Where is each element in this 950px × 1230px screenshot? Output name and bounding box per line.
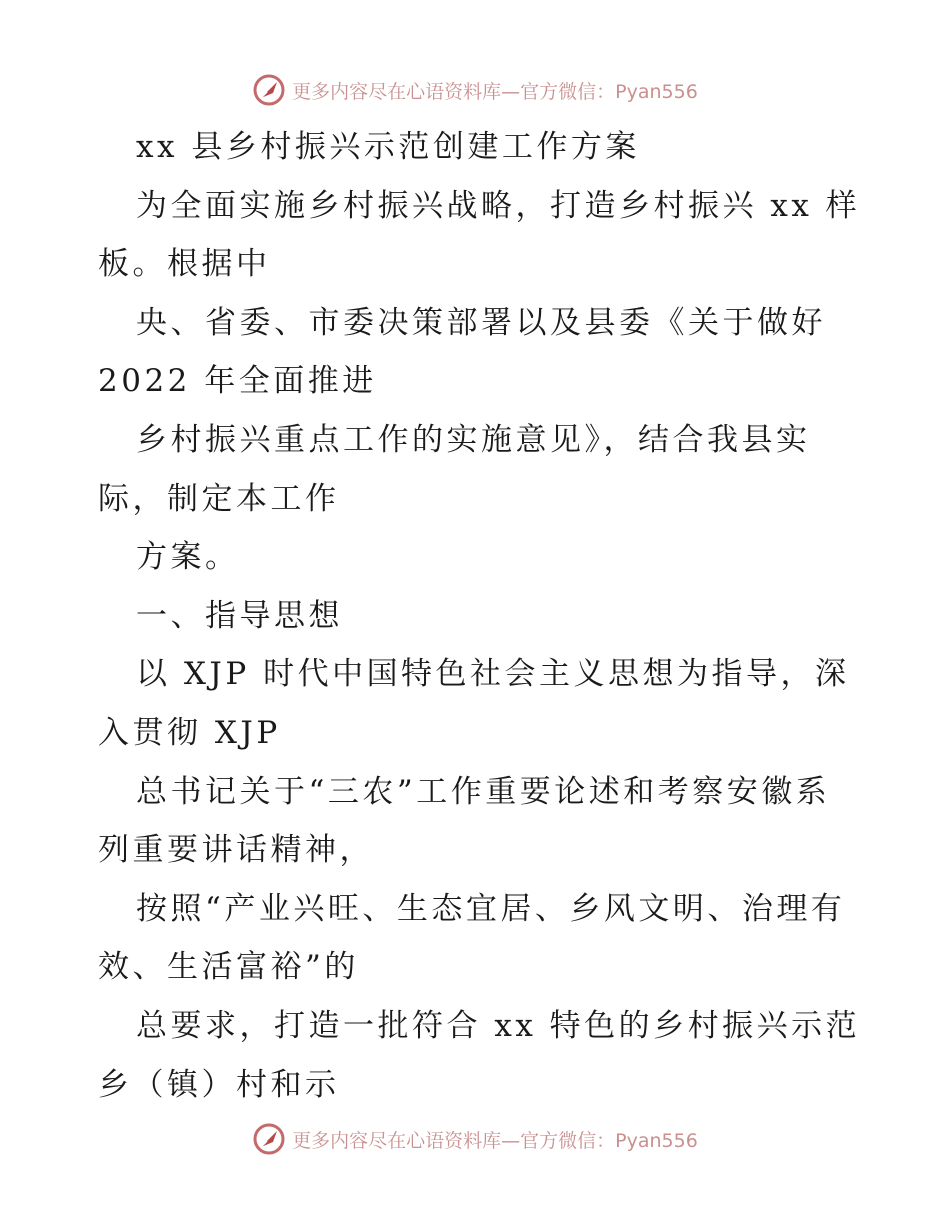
text-line: 乡（镇）村和示 — [98, 1066, 340, 1103]
quill-logo-icon — [252, 1122, 286, 1156]
text-line: 总书记关于“三农”工作重要论述和考察安徽系 — [136, 773, 831, 810]
text-line: 效、生活富裕”的 — [98, 949, 359, 986]
watermark-text: 更多内容尽在心语资料库—官方微信：Pyan556 — [292, 80, 698, 103]
text-line: 方案。 — [136, 539, 240, 576]
text-line: 入贯彻 XJP — [98, 714, 281, 751]
watermark-header — [0, 70, 950, 110]
text-line: 2022 年全面推进 — [98, 363, 377, 400]
document-body — [98, 118, 861, 1114]
text-line: 列重要讲话精神， — [98, 832, 374, 869]
text-line: 际，制定本工作 — [98, 480, 340, 517]
text-line: 一、指导思想 — [136, 597, 343, 634]
watermark-text: 更多内容尽在心语资料库—官方微信：Pyan556 — [292, 1129, 698, 1152]
text-line: 为全面实施乡村振兴战略，打造乡村振兴 xx 样 — [136, 187, 861, 224]
text-line: 总要求，打造一批符合 xx 特色的乡村振兴示范 — [136, 1007, 861, 1044]
text-line: xx 县乡村振兴示范创建工作方案 — [136, 129, 640, 165]
text-line: 以 XJP 时代中国特色社会主义思想为指导，深 — [136, 656, 850, 693]
text-line: 板。根据中 — [98, 246, 271, 283]
watermark-footer — [0, 1119, 950, 1159]
text-line: 央、省委、市委决策部署以及县委《关于做好 — [136, 304, 826, 341]
text-line: 乡村振兴重点工作的实施意见》，结合我县实 — [136, 421, 811, 458]
text-line: 按照“产业兴旺、生态宜居、乡风文明、治理有 — [136, 890, 846, 927]
quill-logo-icon — [252, 73, 286, 107]
